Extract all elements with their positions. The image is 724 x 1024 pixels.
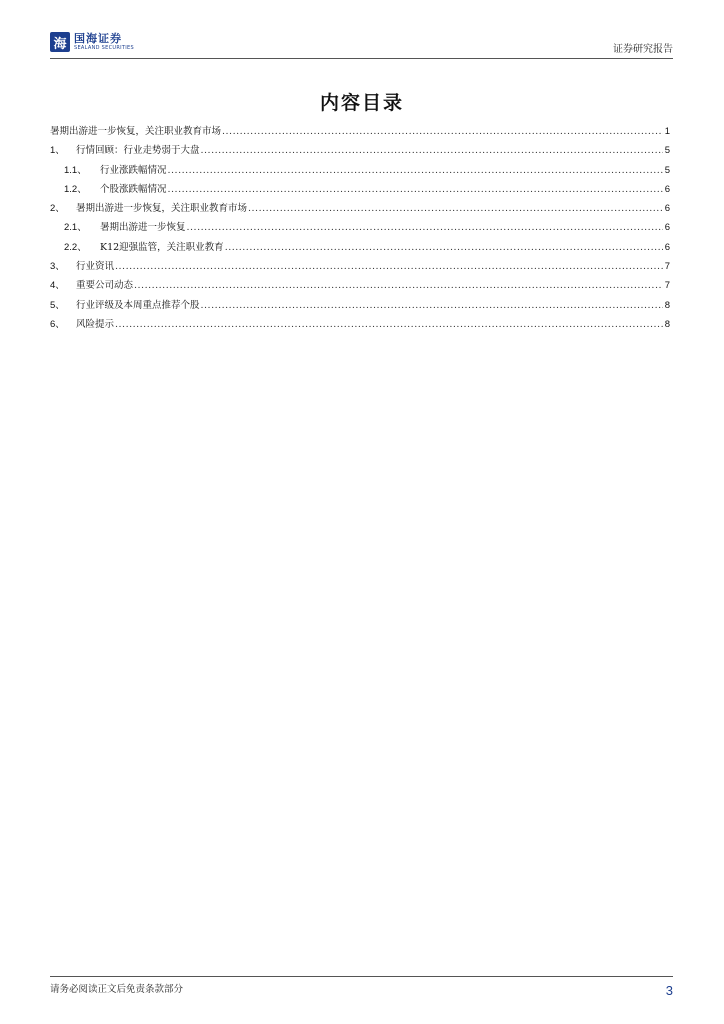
report-type-label: 证券研究报告 <box>613 44 673 55</box>
toc-entry[interactable] <box>50 315 670 334</box>
toc-leader-dots <box>201 141 663 160</box>
page-number: 3 <box>665 983 673 998</box>
toc-entry[interactable] <box>50 161 670 180</box>
disclaimer-note: 请务必阅读正文后免责条款部分 <box>50 984 184 995</box>
toc-entry-page: 5 <box>664 164 670 176</box>
toc-entry-title: 风险提示 <box>76 318 115 330</box>
toc-entry-title: 行情回顾：行业走势弱于大盘 <box>76 145 200 157</box>
page-header <box>50 30 673 59</box>
toc-entry-title: 暑期出游进一步恢复 <box>100 222 186 234</box>
toc-entry-number: 1、 <box>50 145 65 157</box>
toc-leader-dots <box>222 122 663 141</box>
toc-entry-number: 2.2、 <box>64 241 87 253</box>
toc-entry-number: 2.1、 <box>64 222 87 234</box>
toc-entry-number: 5、 <box>50 299 65 311</box>
toc-entry-page: 6 <box>664 222 670 234</box>
toc-entry[interactable] <box>50 296 670 315</box>
toc-entry-number: 2、 <box>50 203 65 215</box>
toc-entry-page: 6 <box>664 183 670 195</box>
company-logo <box>50 32 134 52</box>
toc-entry[interactable] <box>50 199 670 218</box>
toc-leader-dots <box>225 238 663 257</box>
page-title: 内容目录 <box>319 92 404 114</box>
toc-entry-number: 1.2、 <box>64 183 87 195</box>
toc-entry-page: 6 <box>664 203 670 215</box>
toc-entry-number: 6、 <box>50 318 65 330</box>
toc-entry[interactable] <box>50 257 670 276</box>
toc-leader-dots <box>201 296 663 315</box>
toc-entry-title: 重要公司动态 <box>76 280 134 292</box>
toc-entry[interactable] <box>50 122 670 141</box>
logo-chinese-name: 国海证券 <box>74 31 122 45</box>
toc-leader-dots <box>248 199 663 218</box>
toc-entry-page: 1 <box>664 126 670 137</box>
toc-entry[interactable] <box>50 180 670 199</box>
toc-entry-title: 个股涨跌幅情况 <box>100 183 167 195</box>
toc-entry-page: 6 <box>664 241 670 253</box>
toc-entry-page: 5 <box>664 145 670 157</box>
toc-entry[interactable] <box>50 238 670 257</box>
toc-leader-dots <box>168 161 663 180</box>
toc-entry-page: 7 <box>664 261 670 273</box>
toc-entry-title: 行业评级及本周重点推荐个股 <box>76 299 200 311</box>
toc-leader-dots <box>187 218 663 237</box>
toc-leader-dots <box>134 276 663 295</box>
toc-entry-page: 8 <box>664 318 670 330</box>
toc-entry[interactable] <box>50 218 670 237</box>
toc-entry-title: 行业涨跌幅情况 <box>100 164 167 176</box>
toc-entry-page: 8 <box>664 299 670 311</box>
logo-mark-icon: 海 <box>50 32 70 52</box>
toc-entry-number: 4、 <box>50 280 65 292</box>
toc-entry[interactable] <box>50 276 670 295</box>
toc-entry[interactable] <box>50 141 670 160</box>
logo-english-name: SEALAND SECURITIES <box>74 44 134 51</box>
table-of-contents <box>50 122 670 334</box>
toc-leader-dots <box>115 257 663 276</box>
toc-entry-page: 7 <box>664 280 670 292</box>
toc-entry-title: K12迎强监管，关注职业教育 <box>100 241 224 253</box>
toc-entry-title: 行业资讯 <box>76 261 115 273</box>
page-footer <box>50 976 673 998</box>
toc-entry-title: 暑期出游进一步恢复，关注职业教育市场 <box>76 203 248 215</box>
toc-entry-number: 1.1、 <box>64 164 87 176</box>
toc-entry-title: 暑期出游进一步恢复，关注职业教育市场 <box>50 126 222 137</box>
toc-leader-dots <box>115 315 663 334</box>
toc-leader-dots <box>168 180 663 199</box>
toc-entry-number: 3、 <box>50 261 65 273</box>
